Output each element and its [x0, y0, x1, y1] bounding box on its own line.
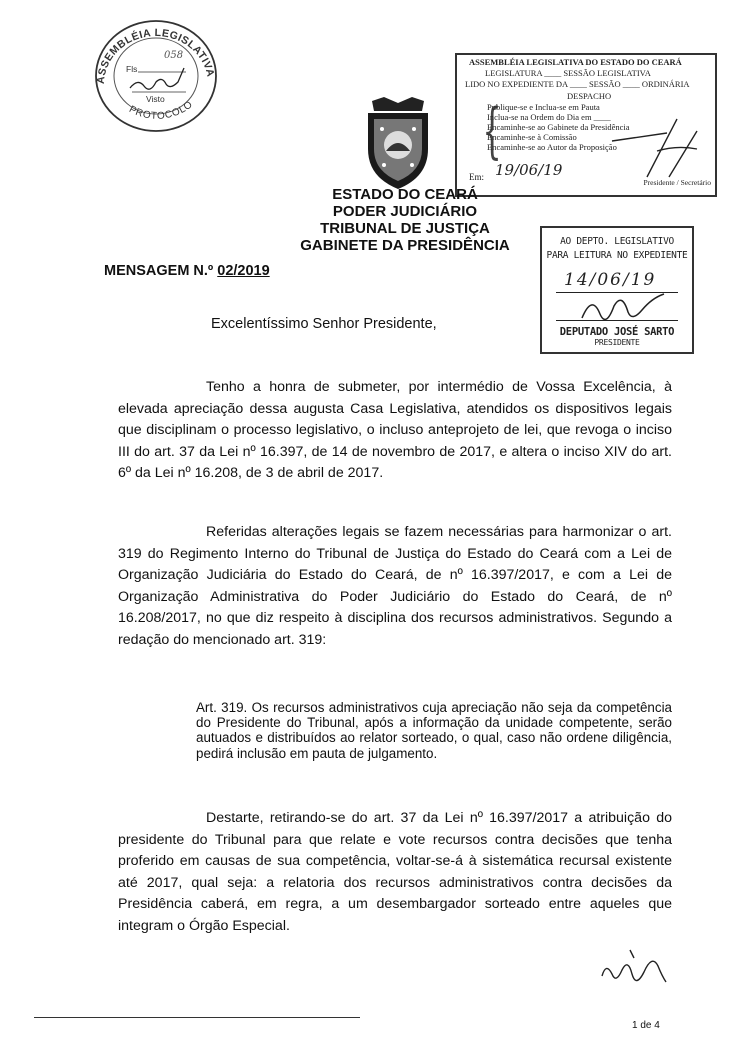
leg-stamp-line3: LIDO NO EXPEDIENTE DA ____ SESSÃO ____ ORDINÁRIA: [465, 79, 690, 89]
paragraph-2-text: Referidas alterações legais se fazem necessárias para harmonizar o art. 319 do Regimento Interno do Tribunal de Justiça do Estado do Ceará com a Lei de Organização Judiciária do Estado do Ceará, de nº 16.397/2017, e com a Lei de Organização Administrativa do Poder Judiciário do Estado do Ceará, de nº 16.208/2017, no que diz respeito à disciplina dos recursos administrativos. Segundo a redação do mencionado art. 319:: [118, 524, 672, 648]
header-line1: ESTADO DO CEARÁ: [332, 186, 478, 203]
despacho-option: Encaminhe-se ao Autor da Proposição: [487, 142, 617, 152]
header-line4: GABINETE DA PRESIDÊNCIA: [300, 237, 510, 254]
svg-text:ASSEMBLÉIA LEGISLATIVA DO CEAR: [86, 14, 217, 84]
fls-label: Fls: [126, 64, 138, 74]
paragraph-3-text: Destarte, retirando-se do art. 37 da Lei nº 16.397/2017 a atribuição do presidente do Tribunal para que relate e vote recursos contra decisões que tenha proferido em causas de sua competência, voltar-se-á à sistemática recursal existente até 2017, qual seja: a relatoria dos recursos administrativos contra decisões da Presidência caberá, em regra, a um desembargador sorteado entre aqueles que integram o Órgão Especial.: [118, 810, 672, 934]
salutation: Excelentíssimo Senhor Presidente,: [211, 316, 437, 332]
despacho-option: Encaminhe-se à Comissão: [487, 132, 577, 142]
depto-date: 14/06/19: [564, 270, 657, 290]
mensagem-title: [104, 263, 270, 279]
header-line2: PODER JUDICIÁRIO: [332, 203, 478, 220]
mensagem-label: MENSAGEM N.º: [104, 263, 214, 279]
depto-line1: AO DEPTO. LEGISLATIVO: [560, 236, 674, 247]
signature-mark: [607, 111, 707, 181]
brace-mark: {: [482, 96, 502, 166]
fls-value: 058: [164, 50, 184, 61]
paragraph-2: [118, 522, 672, 651]
protocol-stamp: [86, 14, 226, 136]
paragraph-3: [118, 808, 672, 937]
stamp-ring-text: ASSEMBLÉIA LEGISLATIVA: [94, 26, 217, 85]
paragraph-1-text: Tenho a honra de submeter, por intermédio de Vossa Excelência, à elevada apreciação dessa augusta Casa Legislativa, atendidos os dispositivos legais que disciplinam o processo legislativo, o incluso anteprojeto de lei, que revoga o inciso III do art. 37 da Lei nº 16.397, de 14 de novembro de 2017, e altera o inciso XIV do art. 6º da Lei nº 16.208, de 3 de abril de 2017.: [118, 379, 672, 481]
presidente-secretario-label: Presidente / Secretário: [643, 178, 711, 187]
depto-line3: DEPUTADO JOSÉ SARTO: [559, 326, 675, 338]
page-number: 1 de 4: [632, 1020, 660, 1031]
leg-stamp-despacho: DESPACHO: [567, 91, 612, 101]
quoted-article: Art. 319. Os recursos administrativos cuja apreciação não seja da competência do Presidente do Tribunal, após a informação da unidade competente, serão autuados e distribuídos ao relator sorteado, o qual, caso não ordene diligência, pedirá inclusão em pauta de julgamento.: [196, 700, 672, 761]
coat-of-arms-icon: [360, 95, 436, 191]
stamp-bottom-text: PROTOCOLO: [127, 99, 196, 122]
despacho-option: Inclua-se na Ordem do Dia em ____: [487, 112, 611, 122]
leg-stamp-line1: ASSEMBLÉIA LEGISLATIVA DO ESTADO DO CEARÁ: [469, 57, 682, 67]
header-line3: TRIBUNAL DE JUSTIÇA: [320, 220, 490, 237]
depto-signature: [572, 288, 672, 328]
despacho-option: Publique-se e Inclua-se em Pauta: [487, 102, 600, 112]
legislative-stamp: [455, 53, 717, 197]
initials-mark: [594, 940, 684, 996]
em-label: Em:: [469, 172, 484, 182]
depto-line4: PRESIDENTE: [594, 338, 640, 347]
leg-stamp-line2: LEGISLATURA ____ SESSÃO LEGISLATIVA: [485, 68, 651, 78]
paragraph-1: [118, 377, 672, 485]
depto-stamp: [540, 226, 694, 354]
mensagem-number: 02/2019: [217, 263, 270, 279]
em-date: 19/06/19: [495, 161, 563, 179]
depto-line2: PARA LEITURA NO EXPEDIENTE: [546, 250, 688, 261]
visto-label: Visto: [146, 94, 165, 104]
despacho-option: Encaminhe-se ao Gabinete da Presidência: [487, 122, 630, 132]
footer-rule: [34, 1017, 360, 1018]
